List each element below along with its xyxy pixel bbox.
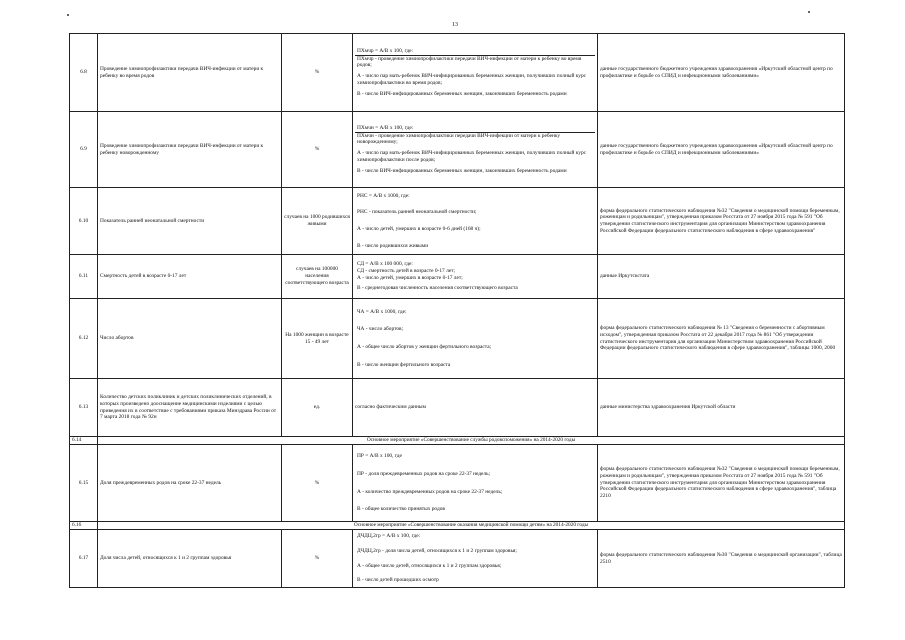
section-row (70, 437, 845, 445)
indicator-name: Показатель ранней неонатальной смертности (98, 188, 282, 255)
formula-cell (353, 445, 598, 522)
row-number: 6.12 (70, 299, 98, 379)
indicator-name: Проведение химиопрофилактики передачи ВИЧ-инфекции от матери к ребенку новорожденному (98, 112, 282, 188)
table-row (70, 445, 845, 522)
formula-line: РНС = А/В х 1000, где: (357, 192, 410, 199)
table-row (70, 188, 845, 255)
section-number: 6.14 (70, 437, 98, 445)
formula-line: А - число детей, умерших в возрасте 0-6 дней (168 ч); (357, 226, 481, 232)
row-number: 6.8 (70, 34, 98, 112)
formula-line: ПХмчр = А/В х 100, где: (355, 48, 595, 56)
row-number: 6.13 (70, 379, 98, 437)
formula-cell (353, 188, 598, 255)
source-cell: данные Иркутскстата (598, 255, 845, 299)
table-row (70, 299, 845, 379)
row-number: 6.15 (70, 445, 98, 522)
formula-line: ДЧДЦ,2гр - доля числа детей, относящихся к 1 и 2 группам здоровья; (357, 547, 517, 554)
indicator-name: Проведение химиопрофилактики передачи ВИЧ-инфекции от матери к ребенку во время родов (98, 34, 282, 112)
formula-line: ДЧДЦ,2гр = А/В х 100, где: (357, 533, 421, 539)
table-row (70, 34, 845, 112)
formula-line: ПХмчн = А/В х 100, где: (355, 125, 595, 133)
source-cell: форма федерального статистического наблюдения № 13 "Сведения о беременности с абортивным исходом", утвержденная приказом Росстата от 22 декабря 2017 года № 861 "Об утверждении статистического инструментария для организации Министерством здравоохранения Российской Федерации федерального статистического наблюдения в сфере здравоохранения", таблицы 1000, 2000 (598, 299, 845, 379)
source-cell: форма федерального статистического наблюдения №30 "Сведения о медицинской организации", таблица 2510 (598, 530, 845, 588)
formula-line: А - количество преждевременных родов на сроке 22-37 недель; (357, 488, 503, 495)
formula-line: ПР - доля преждевременных родов на сроке 22-37 недель; (357, 470, 491, 477)
row-number: 6.10 (70, 188, 98, 255)
formula-line: ПХмчр - проведение химиопрофилактики передачи ВИЧ-инфекции от матери к ребенку во время родов; (357, 55, 582, 69)
unit-cell: % (282, 112, 353, 188)
formula-line: ЧА = А/В х 1000, где: (357, 308, 407, 315)
formula-line: В - число ВИЧ-инфицированных беременных женщин, закончивших беременность родами (357, 90, 567, 97)
formula-cell (353, 34, 598, 112)
formula-line: ПР = А/В х 100, где (357, 453, 402, 459)
unit-cell: % (282, 530, 353, 588)
formula-line: В - число родившихся живыми (357, 242, 429, 249)
source-cell: данные государственного бюджетного учреждения здравоохранения «Иркутский областной центр по профилактике и борьбе со СПИД и инфекционными заболеваниями» (598, 34, 845, 112)
table-row (70, 255, 845, 299)
row-number: 6.11 (70, 255, 98, 299)
scan-speck (808, 11, 810, 13)
page-number: 13 (452, 22, 458, 28)
formula-line: А - число детей, умерших в возрасте 0-17 лет; (357, 274, 463, 281)
formula-line: А - общее число абортов у женщин фертильного возраста; (357, 344, 492, 350)
unit-cell: % (282, 445, 353, 522)
indicators-table (69, 33, 845, 588)
formula-line: А - число пар мать-ребенок ВИЧ-инфицированных беременных женщин, получивших полный курс химиопрофилактики после родов; (357, 150, 587, 163)
table-row (70, 112, 845, 188)
unit-cell: случаев на 100000 населения соответствующего возраста (282, 255, 353, 299)
scan-speck (67, 14, 69, 16)
formula-cell (353, 112, 598, 188)
section-title: Основное мероприятие «Совершенствование оказания медицинской помощи детям» на 2014-2020 годы (98, 522, 845, 530)
formula-cell (353, 299, 598, 379)
formula-line: ЧА - число абортов; (357, 326, 404, 333)
formula-cell: согласно фактическим данным (353, 379, 598, 437)
formula-line: СД = А/В х 100 000, где: (357, 261, 413, 267)
indicator-name: Число абортов (98, 299, 282, 379)
formula-line: СД - смертность детей в возрасте 0-17 лет; (357, 267, 456, 274)
unit-cell: % (282, 34, 353, 112)
source-cell: данные министерства здравоохранения Иркутской области (598, 379, 845, 437)
source-cell: форма федерального статистического наблюдения №32 "Сведения о медицинской помощи беременным, роженицам и родильницам", утвержденная приказом Росстата от 27 ноября 2015 года № 591 "Об утверждении статистического инструментария для организации Министерством здравоохранения Российской Федерации федерального статистического наблюдения в сфере здравоохранения" (598, 188, 845, 255)
formula-line: А - общее число детей, относящихся к 1 и 2 группам здоровья; (357, 562, 502, 569)
indicator-name: Количество детских поликлиник и детских поликлинических отделений, в которых произведено дооснащение медицинскими изделиями с целью приведения их в соответствие с требованиями приказа Минздрава России от 7 марта 2018 года № 92н (98, 379, 282, 437)
formula-line: В - среднегодовая численность населения соответствующего возраста (357, 285, 518, 292)
formula-line: А - число пар мать-ребенок ВИЧ-инфицированных беременных женщин, получивших полный курс химиопрофилактики во время родов; (357, 73, 587, 86)
formula-cell (353, 530, 598, 588)
formula-line: В - общее количество принятых родов (357, 506, 445, 513)
table-row (70, 530, 845, 588)
formula-line: В - число ВИЧ-инфицированных беременных женщин, закончивших беременность родами (357, 167, 567, 174)
formula-line: В - число женщин фертильного возраста (357, 361, 451, 368)
formula-cell (353, 255, 598, 299)
row-number: 6.9 (70, 112, 98, 188)
formula-line: В - число детей прошедших осмотр (357, 577, 439, 584)
indicator-name: Доля преждевременных родов на сроке 22-37 недель (98, 445, 282, 522)
section-number: 6.16 (70, 522, 98, 530)
table-row (70, 379, 845, 437)
row-number: 6.17 (70, 530, 98, 588)
section-row (70, 522, 845, 530)
source-cell: форма федерального статистического наблюдения №32 "Сведения о медицинской помощи беременным, роженицам и родильницам", утвержденная приказом Росстата от 27 ноября 2015 года № 591 "Об утверждении статистического инструментария для организации Министерством здравоохранения Российской Федерации федерального статистического наблюдения в сфере здравоохранения", таблица 2210 (598, 445, 845, 522)
formula-line: ПХмчн - проведение химиопрофилактики передачи ВИЧ-инфекции от матери к ребенку новорожденному; (357, 132, 561, 146)
unit-cell: случаев на 1000 родившихся живыми (282, 188, 353, 255)
unit-cell: На 1000 женщин в возрасте 15 - 49 лет (282, 299, 353, 379)
section-title: Основное мероприятие «Совершенствование службы родовспоможения» на 2014-2020 годы (98, 437, 845, 445)
source-cell: данные государственного бюджетного учреждения здравоохранения «Иркутский областной центр по профилактике и борьбе со СПИД и инфекционными заболеваниями» (598, 112, 845, 188)
formula-line: РНС - показатель ранней неонатальной смертности; (357, 209, 477, 216)
indicator-name: Доля числа детей, относящихся к 1 и 2 группам здоровья (98, 530, 282, 588)
indicator-name: Смертность детей в возрасте 0-17 лет (98, 255, 282, 299)
unit-cell: ед. (282, 379, 353, 437)
